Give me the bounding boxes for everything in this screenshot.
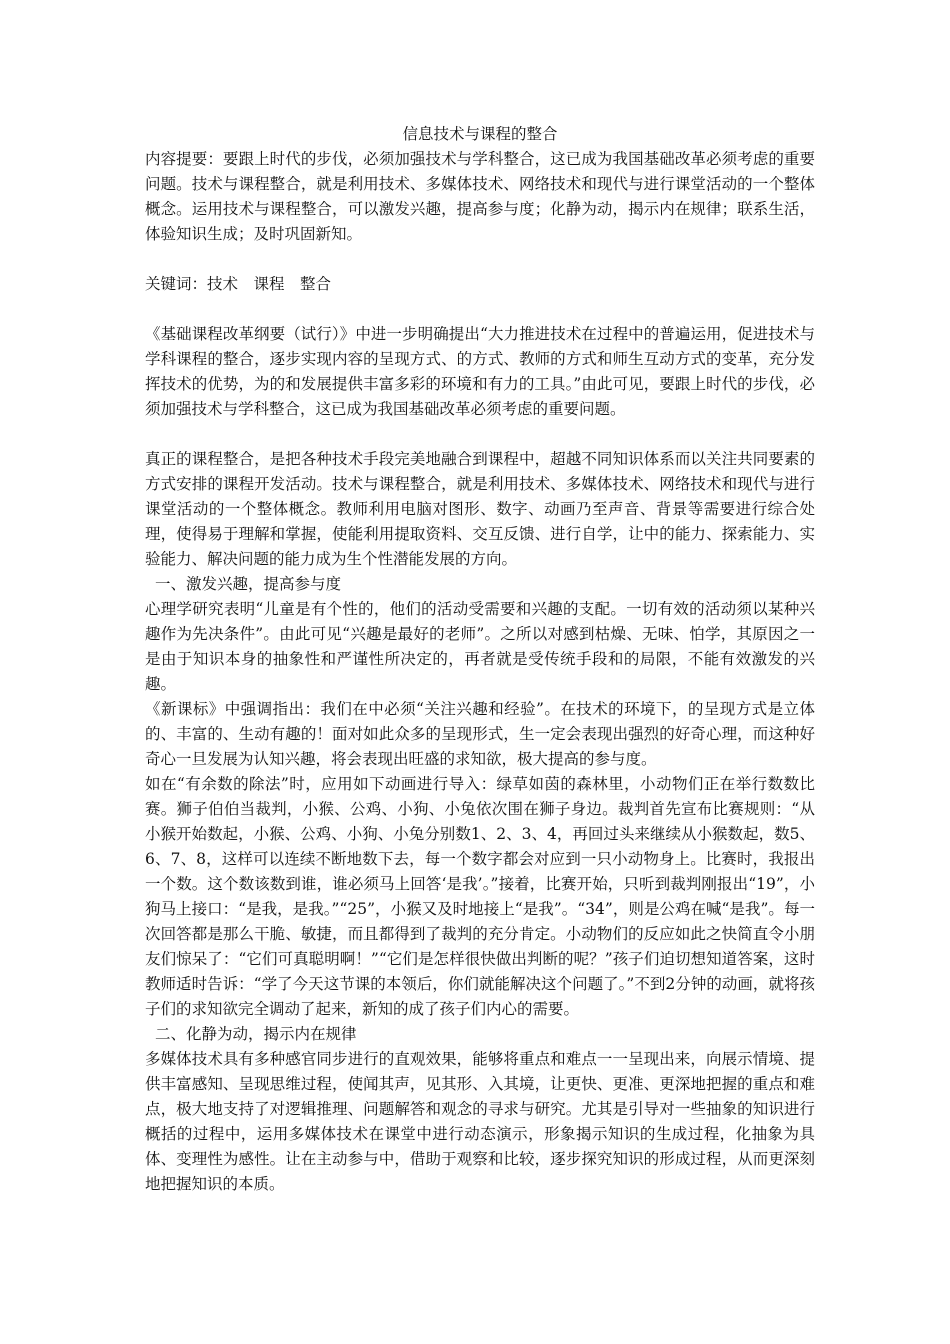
body-paragraph: 心理学研究表明“儿童是有个性的，他们的活动受需要和兴趣的支配。一切有效的活动须以某种兴趣作为先决条件”。由此可见“兴趣是最好的老师”。之所以对感到枯燥、无味、怕学，其原因之一是由于知识本身的抽象性和严谨性所决定的，再者就是受传统手段和的局限，不能有效激发的兴趣。 bbox=[145, 600, 815, 693]
body-paragraph: 《新课标》中强调指出：我们在中必须“关注兴趣和经验”。在技术的环境下，的呈现方式是立体的、丰富的、生动有趣的！面对如此众多的呈现形式，生一定会表现出强烈的好奇心理，而这种好奇心一旦发展为认知兴趣，将会表现出旺盛的求知欲，极大提高的参与度。 bbox=[145, 700, 815, 768]
section-heading: 二、化静为动，揭示内在规律 bbox=[155, 1025, 357, 1043]
body-paragraph: 《基础课程改革纲要（试行）》中进一步明确提出“大力推进技术在过程中的普遍运用，促进技术与学科课程的整合，逐步实现内容的呈现方式、的方式、教师的方式和师生互动方式的变革，充分发挥技术的优势，为的和发展提供丰富多彩的环境和有力的工具。”由此可见，要跟上时代的步伐，必须加强技术与学科整合，这已成为我国基础改革必须考虑的重要问题。 bbox=[145, 325, 815, 418]
blank-line bbox=[145, 422, 815, 447]
document-page bbox=[145, 122, 815, 1197]
body-paragraph: 真正的课程整合，是把各种技术手段完美地融合到课程中，超越不同知识体系而以关注共同要素的方式安排的课程开发活动。技术与课程整合，就是利用技术、多媒体技术、网络技术和现代与进行课堂活动的一个整体概念。教师利用电脑对图形、数字、动画乃至声音、背景等需要进行综合处理，使得易于理解和掌握，使能利用提取资料、交互反馈、进行自学，让中的能力、探索能力、实验能力、解决问题的能力成为生个性潜能发展的方向。 bbox=[145, 450, 815, 568]
section-heading: 一、激发兴趣，提高参与度 bbox=[155, 575, 342, 593]
body-paragraph: 多媒体技术具有多种感官同步进行的直观效果，能够将重点和难点一一呈现出来，向展示情境、提供丰富感知、呈现思维过程，使闻其声，见其形、入其境，让更快、更准、更深地把握的重点和难点，极大地支持了对逻辑推理、问题解答和观念的寻求与研究。尤其是引导对一些抽象的知识进行概括的过程中，运用多媒体技术在课堂中进行动态演示，形象揭示知识的生成过程，化抽象为具体、变理性为感性。让在主动参与中，借助于观察和比较，逐步探究知识的形成过程，从而更深刻地把握知识的本质。 bbox=[145, 1050, 815, 1193]
body-paragraph: 如在“有余数的除法”时，应用如下动画进行导入：绿草如茵的森林里，小动物们正在举行数数比赛。狮子伯伯当裁判，小猴、公鸡、小狗、小兔依次围在狮子身边。裁判首先宣布比赛规则：“从小猴开始数起，小猴、公鸡、小狗、小兔分别数1、2、3、4，再回过头来继续从小猴数起，数5、6、7、8，这样可以连续不断地数下去，每一个数字都会对应到一只小动物身上。比赛时，我报出一个数。这个数该数到谁，谁必须马上回答‘是我’。”接着，比赛开始，只听到裁判刚报出“19”，小狗马上接口：“是我，是我。”“25”，小猴又及时地接上“是我”。“34”，则是公鸡在喊“是我”。每一次回答都是那么干脆、敏捷，而且都得到了裁判的充分肯定。小动物们的反应如此之快简直令小朋友们惊呆了：“它们可真聪明啊！”“它们是怎样很快做出判断的呢？”孩子们迫切想知道答案，这时教师适时告诉：“学了今天这节课的本领后，你们就能解决这个问题了。”不到2分钟的动画，就将孩子们的求知欲完全调动了起来，新知的成了孩子们内心的需要。 bbox=[145, 775, 815, 1018]
blank-line bbox=[145, 247, 815, 272]
document-title: 信息技术与课程的整合 bbox=[402, 125, 558, 143]
abstract-paragraph: 内容提要：要跟上时代的步伐，必须加强技术与学科整合，这已成为我国基础改革必须考虑的重要问题。技术与课程整合，就是利用技术、多媒体技术、网络技术和现代与进行课堂活动的一个整体概念。运用技术与课程整合，可以激发兴趣，提高参与度；化静为动，揭示内在规律；联系生活，体验知识生成；及时巩固新知。 bbox=[145, 150, 815, 243]
keywords-line: 关键词：技术 课程 整合 bbox=[145, 275, 332, 293]
blank-line bbox=[145, 297, 815, 322]
